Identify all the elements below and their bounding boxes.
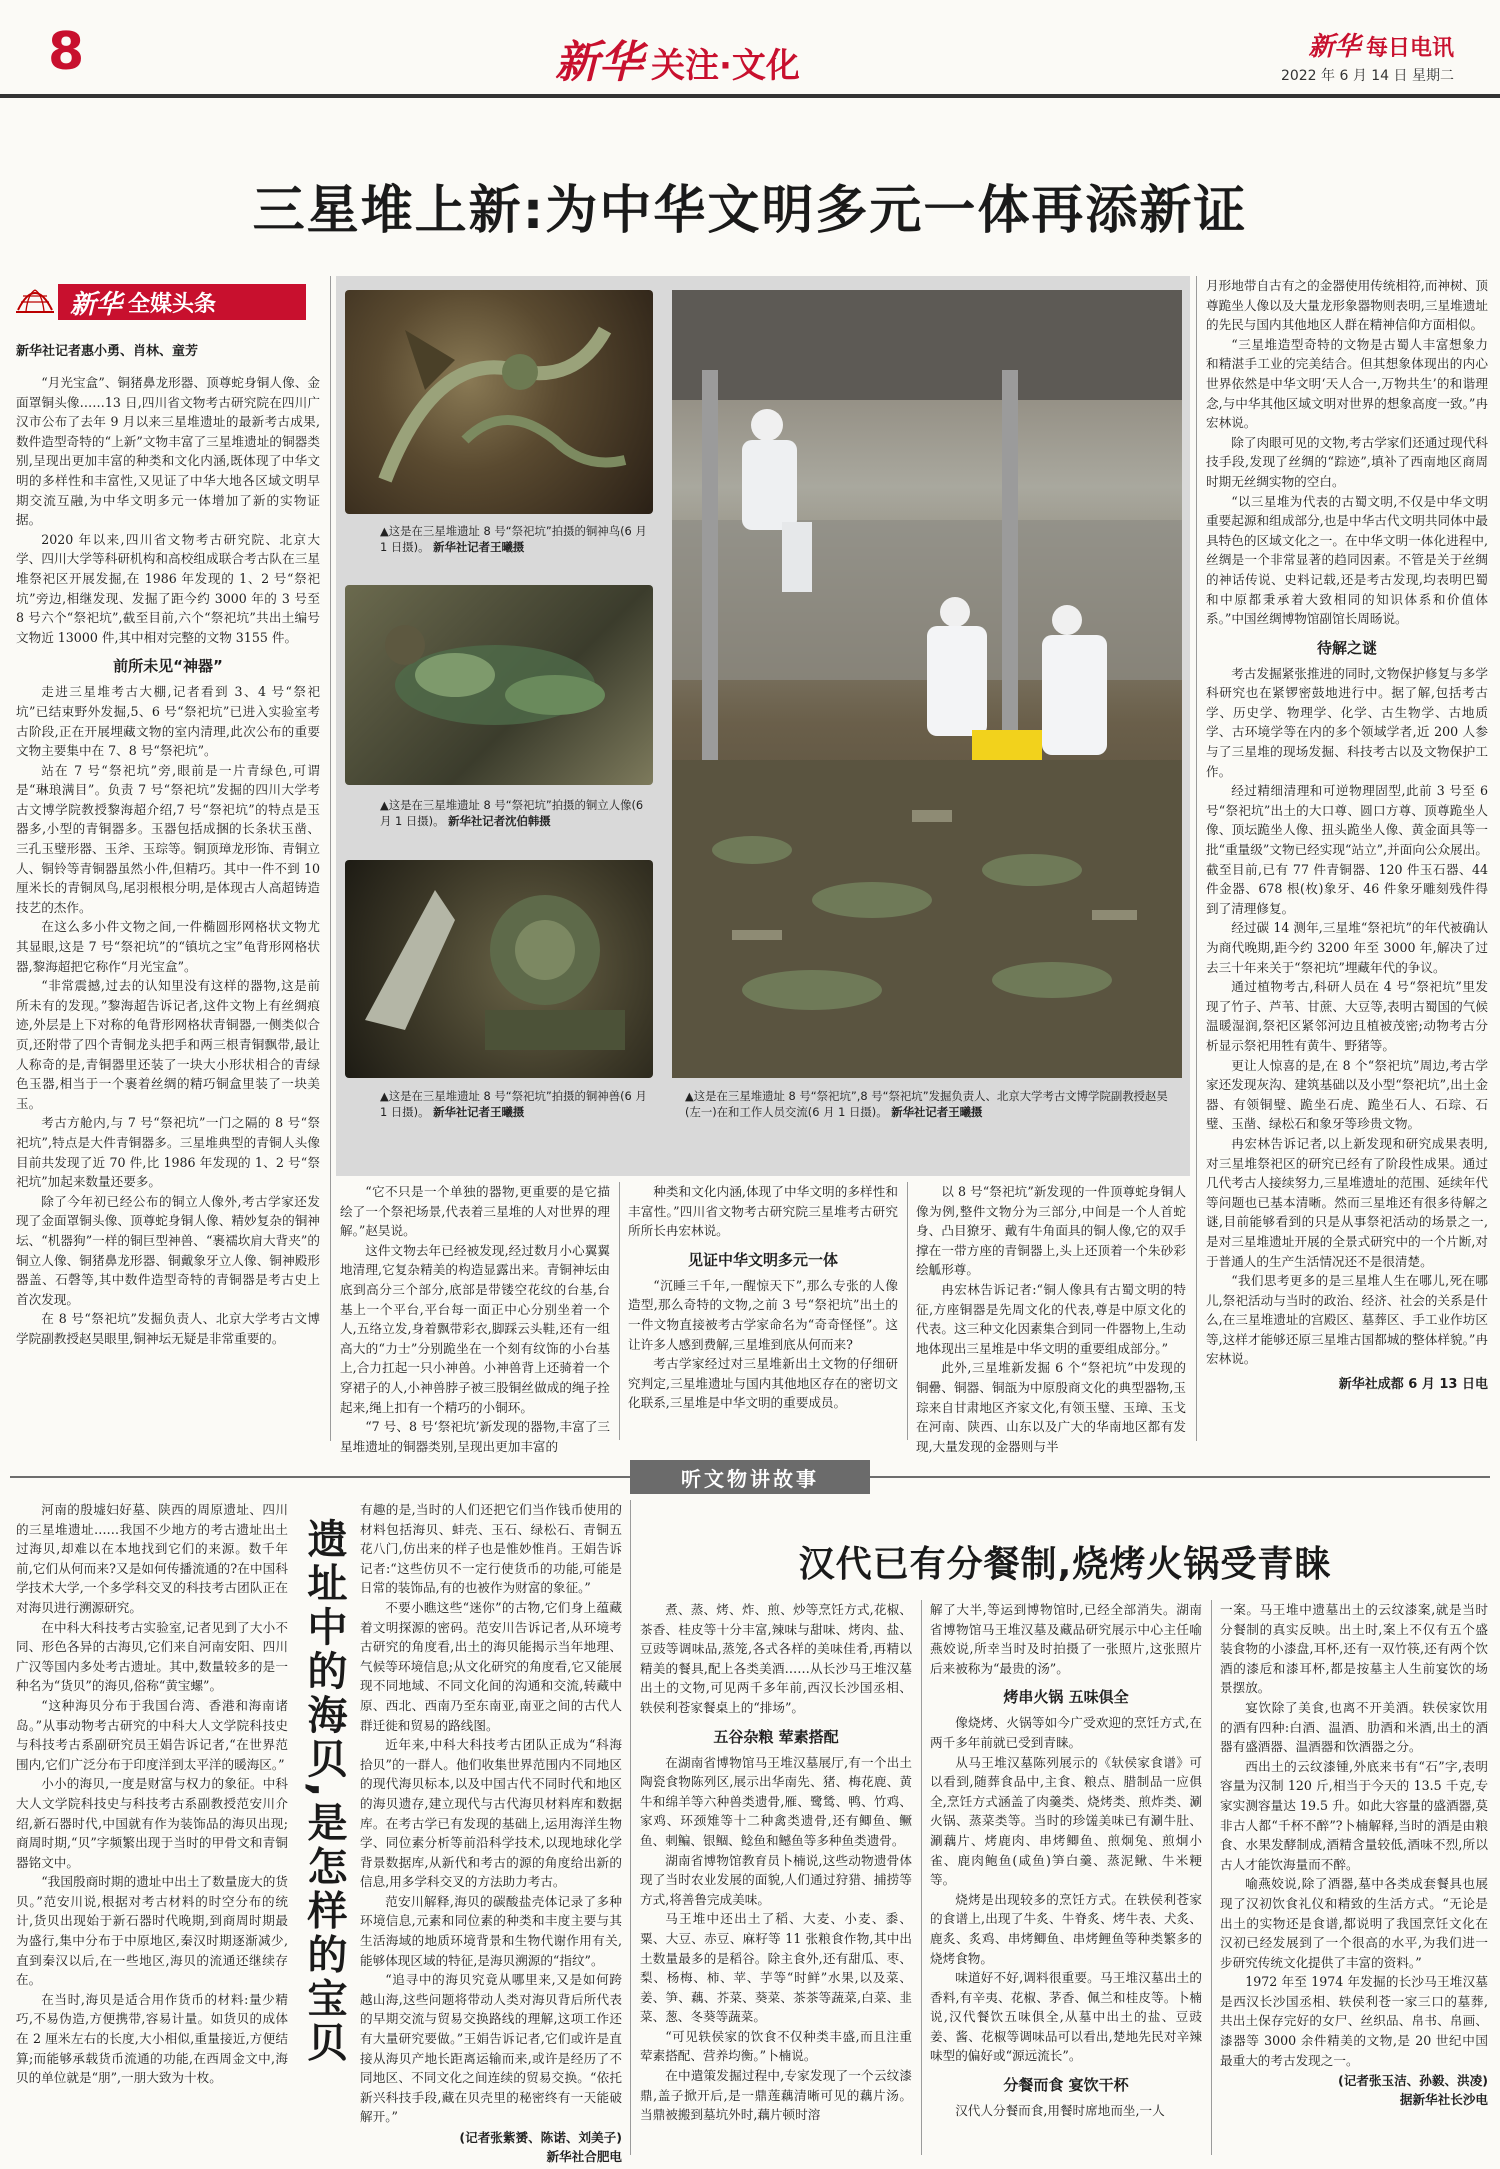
story2-subhead: 烤串火锅 五味俱全	[1003, 1688, 1129, 1707]
story2-para: 汉代人分餐而食,用餐时席地而坐,一人	[955, 2103, 1165, 2119]
story2-para: 像烧烤、火锅等如今广受欢迎的烹饪方式,在两千多年前就已受到青睐。	[930, 1715, 1202, 1750]
story1-column-b	[360, 1500, 622, 2164]
lead-column	[16, 340, 320, 1435]
photo-caption	[685, 1088, 1177, 1120]
section-brand-logo	[555, 26, 800, 88]
badge-label-box	[58, 284, 306, 320]
story2-subhead: 五谷杂粮 荤素搭配	[713, 1727, 839, 1746]
story2-para: 喻燕姣说,除了酒器,墓中各类成套餐具也展现了汉初饮食礼仪和精致的生活方式。“无论是出土的实物还是食谱,都说明了我国烹饪文化在汉初已经发展到了一个很高的水平,为我们进一步研究传统文化提供了丰富的资料。”	[1220, 1876, 1488, 1970]
story2-para: 湖南省博物馆教育员卜楠说,这些动物遗骨体现了当时农业发展的面貌,人们通过狩猎、捕捞等方式,将善鲁完成美味。	[640, 1852, 912, 1907]
right-para: “我们思考更多的是三星堆人生在哪儿,死在哪儿,祭祀活动与当时的政治、经济、社会的关系是什么,在三星堆遗址的宫殿区、墓葬区、手工业作坊区等,这样才能够还原三星堆古国都城的整体样貌。”冉宏林说。	[1206, 1273, 1488, 1367]
photo-caption	[380, 797, 652, 829]
lead-subhead: 前所未见“神器”	[113, 657, 223, 676]
right-para: “以三星堆为代表的古蜀文明,不仅是中华文明重要起源和组成部分,也是中华古代文明共同体中最具特色的区域文化之一。在中华文明一体化进程中,丝绸是一个非常显著的趋同因素。不管是关于丝绸的神话传说、史料记载,还是考古发现,均表明巴蜀和中原都秉承着大致相同的知识体系和价值体系。”中国丝绸博物馆副馆长周旸说。	[1206, 493, 1488, 627]
story1-para: 不要小瞧这些“迷你”的古物,它们身上蕴藏着文明探源的密码。范安川告诉记者,从环境考古研究的角度看,出土的海贝能揭示当年地理、气候等环境信息;从文化研究的角度看,它又能展现不同地域、不同文化间的沟通和交流,转藏中原、西北、西南乃至东南亚,南亚之间的古代人群迁徙和贸易的路线图。	[360, 1599, 622, 1733]
story1-para: “追寻中的海贝究竟从哪里来,又是如何跨越山海,这些问题将带动人类对海贝背后所代表的早期交流与贸易交换路线的理解,这项工作还有大量研究要做。”王娟告诉记者,它们或许是直接从海贝产地长距离运输而来,或许是经历了不同地区、不同文化之间连续的贸易交换。“依托新兴科技手段,藏在贝壳里的秘密终有一天能破解开。”	[360, 1972, 622, 2125]
middle-para: 这件文物去年已经被发现,经过数月小心翼翼地清理,它复杂精美的构造显露出来。青铜神坛由底到高分三个部分,底部是带镂空花纹的台基,台基上一个平台,平台每一面正中心分别坐着一个人,五络立发,身着飘带彩衣,脚踩云头鞋,还有一组高大的“力士”分别跪坐在一个刻有纹饰的小台基上,合力扛起一只小神兽。小神兽背上还骑着一个穿裙子的人,小神兽脖子被三股铜丝做成的绳子拴起来,绳上扣有一个精巧的小铜环。	[340, 1242, 610, 1415]
photo-credit: 新华社记者王曦摄	[433, 1105, 525, 1119]
story2-title: 汉代已有分餐制,烧烤火锅受青睐	[798, 1544, 1332, 1585]
story2-para: 在湖南省博物馆马王堆汉墓展厅,有一个出土陶瓷食物陈列区,展示出华南先、猪、梅花鹿、黄牛和绵羊等六种兽类遗骨,雁、鹭鸶、鸭、竹鸡、家鸡、环颈雉等十二种禽类遗骨,还有鲫鱼、鳜鱼、刺鳊、银鲴、鲶鱼和鳡鱼等多种鱼类遗骨。	[640, 1754, 912, 1848]
right-para: 经过碳 14 测年,三星堆“祭祀坑”的年代被确认为商代晚期,距今约 3200 年至 3000 年,解决了过去三十年来关于“祭祀坑”埋藏年代的争议。	[1206, 920, 1488, 975]
story1-para: 在当时,海贝是适合用作货币的材料:量少精巧,不易伪造,方便携带,容易计量。如货贝的成体在 2 厘米左右的长度,大小相似,重量接近,方便结算;而能够承载货币流通的功能,在西周金文中,海贝的单位就是“朋”,一朋大致为十枚。	[16, 1991, 288, 2086]
paper-masthead	[1281, 26, 1454, 85]
photo-credit: 新华社记者沈伯韩摄	[448, 814, 551, 828]
photo-caption	[380, 523, 652, 555]
story2-subhead: 分餐而食 宴饮干杯	[1003, 2076, 1129, 2095]
story2-para: 从马王堆汉墓陈列展示的《轪侯家食谱》可以看到,随葬食品中,主食、粮点、腊制品一应俱全,烹饪方式涵盖了肉羹类、烧烤类、煎炸类、涮火锅、蒸菜类等。当时的珍馐美味已有涮牛肚、涮藕片、烤鹿肉、串烤鲫鱼、煎炯兔、煎炯小雀、鹿肉鲍鱼(咸鱼)笋白羹、蒸泥鳅、牛米粳等。	[930, 1754, 1202, 1888]
story2-para: 煮、蒸、烤、炸、煎、炒等烹饪方式,花椒、茶香、桂皮等十分丰富,辣味与甜味、烤肉、盐、豆豉等调味品,蒸笼,各式各样的美味佳肴,再精以精美的餐具,配上各类美酒……从长沙马王堆汉墓出土的文物,可见两千多年前,西汉长沙国丞相、轶侯利苍家餐桌上的“排场”。	[640, 1602, 912, 1715]
right-dateline: 新华社成都 6 月 13 日电	[1338, 1377, 1488, 1393]
paper-name: 每日电讯	[1365, 36, 1454, 61]
middle-para: 冉宏林告诉记者:“铜人像具有古蜀文明的特征,方座铜器是先周文化的代表,尊是中原文化的代表。这三种文化因素集合到同一件器物上,生动地体现出三星堆是中华文明的重要组成部分。”	[916, 1281, 1186, 1356]
paper-brand: 新华	[1308, 32, 1361, 62]
lead-para: 在这么多小件文物之间,一件椭圆形网格状文物尤其显眼,这是 7 号“祭祀坑”的“镇坑之宝”龟背形网格状器,黎海超把它称作“月光宝盒”。	[16, 919, 320, 974]
right-para: 考古发掘紧张推进的同时,文物保护修复与多学科研究也在紧锣密鼓地进行中。据了解,包括考古学、历史学、物理学、化学、古生物学、古地质学、古环境学等在内的多个领域学者,近 200 人参与了三星堆的现场发掘、科技考古以及文物保护工作。	[1206, 665, 1488, 779]
story2-para: 解了大半,等运到博物馆时,已经全部消失。湖南省博物馆马王堆汉墓及藏品研究展示中心主任喻燕姣说,所幸当时及时拍摄了一张照片,这张照片后来被称为“最贵的汤”。	[930, 1602, 1202, 1676]
page-number: 8	[48, 22, 85, 82]
middle-para: “沉睡三千年,一醒惊天下”,那么专张的人像造型,那么奇特的文物,之前 3 号“祭祀坑”出土的一件文物直接被考古学家命名为“奇奇怪怪”。这让许多人感到费解,三星堆到底从何而来?	[628, 1277, 898, 1352]
lead-para: 站在 7 号“祭祀坑”旁,眼前是一片青绿色,可谓是“琳琅满目”。负责 7 号“祭祀坑”发掘的四川大学考古文博学院教授黎海超介绍,7 号“祭祀坑”的特点是玉器多,小型的青铜器多。玉器包括成捆的长条状玉凿、三孔玉璧形器、玉斧、玉琮等。铜顶璋龙形饰、青铜立人、铜铃等青铜器虽然小件,但精巧。其中一件不到 10 厘米长的青铜凤鸟,尾羽根根分明,是体现古人高超铸造技艺的杰作。	[16, 762, 320, 915]
photo-excavation-site	[672, 290, 1182, 1078]
section-title: 关注·文化	[651, 46, 800, 86]
issue-date: 2022 年 6 月 14 日 星期二	[1280, 68, 1454, 84]
badge-label: 全媒头条	[128, 291, 217, 317]
headline-badge	[14, 282, 324, 322]
badge-brand: 新华	[70, 289, 123, 320]
lead-para: “非常震撼,过去的认知里没有这样的器物,这是前所未有的发现。”黎海超告诉记者,这件文物上有丝绸痕迹,外层是上下对称的龟背形网格状青铜器,一侧类似合页,还附带了四个青铜龙头把手和两三根青铜飘带,最让人称奇的是,青铜器里还装了一块大小形状相合的青绿色玉器,相当于一个裹着丝绸的精巧铜盒里装了一块美玉。	[16, 978, 320, 1111]
story2-para: 一案。马王堆中遗墓出土的云纹漆案,就是当时分餐制的真实反映。出土时,案上不仅有五个盛装食物的小漆盘,耳杯,还有一双竹筷,还有两个饮酒的漆卮和漆耳杯,都是按墓主人生前宴饮的场景摆放。	[1220, 1602, 1488, 1696]
header-rule	[0, 94, 1500, 98]
main-headline: 三星堆上新:为中华文明多元一体再添新证	[252, 181, 1248, 241]
middle-column-c	[916, 1182, 1186, 1454]
column-divider	[630, 1500, 631, 2155]
lead-para: 走进三星堆考古大棚,记者看到 3、4 号“祭祀坑”已结束野外发掘,5、6 号“祭祀坑”已进入实验室考古阶段,正在开展埋藏文物的室内清理,此次公布的重要文物主要集中在 7、8 号“祭祀坑”。	[16, 684, 320, 759]
photo-caption	[380, 1088, 652, 1120]
story2-byline: (记者张玉洁、孙毅、洪凌)	[1337, 2073, 1488, 2089]
story2-dateline: 据新华社长沙电	[1399, 2092, 1488, 2108]
column-divider	[1196, 276, 1197, 1441]
caption-text: ▲这是在三星堆遗址 8 号“祭祀坑”拍摄的铜神鸟(6 月 1 日摄)。	[380, 524, 647, 554]
middle-column-a	[340, 1182, 610, 1454]
story2-para: 烧烤是出现较多的烹饪方式。在轶侯利苍家的食谱上,出现了牛炙、牛脊炙、烤牛表、犬炙、鹿炙、炙鸡、串烤鲫鱼、串烤鲤鱼等种类繁多的烧烤食物。	[930, 1891, 1202, 1966]
middle-para: 此外,三星堆新发掘 6 个“祭祀坑”中发现的铜罍、铜器、铜瓿为中原殷商文化的典型器物,玉琮来自甘肃地区齐家文化,有领玉璧、玉璋、玉戈在河南、陕西、山东以及广大的华南地区都有发现,大量发现的金器则与半	[916, 1360, 1186, 1454]
story2-column-c	[1220, 1600, 1488, 2155]
middle-para: 以 8 号“祭祀坑”新发现的一件顶尊蛇身铜人像为例,整件文物分为三部分,中间是一个人首蛇身、凸目獠牙、戴有牛角面具的铜人像,它的双手撑在一带方座的青铜器上,头上还顶着一个朱砂彩绘觚形尊。	[916, 1184, 1186, 1278]
lead-para: 除了今年初已经公布的铜立人像外,考古学家还发现了金面罩铜头像、顶尊蛇身铜人像、精妙复杂的铜神坛、“机器狗”一样的铜巨型神兽、“裹襦坎肩大背夹”的铜立人像、铜猪鼻龙形器、铜戴象牙立人像、铜神殿形器盖、石磬等,其中数件造型奇特的青铜器是考古史上首次发现。	[16, 1193, 320, 1307]
story2-column-b	[930, 1600, 1202, 2155]
lead-para: 2020 年以来,四川省文物考古研究院、北京大学、四川大学等科研机构和高校组成联合考古队在三星堆祭祀区开展发掘,在 1986 年发现的 1、2 号“祭祀坑”旁边,相继发现、发掘了距今约 3000 年的 3 号至 8 号六个“祭祀坑”,截至目前,六个“祭祀坑”共出土编号文物近 13000 件,其中相对完整的文物 3155 件。	[16, 531, 320, 645]
middle-column-b	[628, 1182, 898, 1440]
story1-para: “我国殷商时期的遗址中出土了数量庞大的货贝。”范安川说,根据对考古材料的时空分布的统计,货贝出现始于新石器时代晚期,到商周时期最为盛行,集中分布于中原地区,秦汉时期逐渐减少,直到秦汉以后,在一些地区,海贝的流通还继续存在。	[16, 1874, 288, 1988]
lower-section-banner	[630, 1460, 870, 1494]
story1-para: “这种海贝分布于我国台湾、香港和海南诸岛。”从事动物考古研究的中科大人文学院科技史与科技考古系副研究员王娟告诉记者,“在世界范围内,它们广泛分布于印度洋到太平洋的暖海区。”	[16, 1697, 288, 1772]
story2-para: 宴饮除了美食,也离不开美酒。轶侯家饮用的酒有四种:白酒、温酒、肋酒和米酒,出土的酒器有盛酒器、温酒器和饮酒器之分。	[1220, 1699, 1488, 1755]
caption-text: ▲这是在三星堆遗址 8 号“祭祀坑”拍摄的铜神兽(6 月 1 日摄)。	[380, 1089, 647, 1119]
column-divider	[921, 1600, 922, 2155]
middle-para: “7 号、8 号‘祭祀坑’新发现的器物,丰富了三星堆遗址的铜器类别,呈现出更加丰富的	[340, 1419, 610, 1454]
right-para: 更让人惊喜的是,在 8 个“祭祀坑”周边,考古学家还发现灰沟、建筑基础以及小型“祭祀坑”,出土金器、有领铜璧、跪坐石虎、跪坐石人、石琮、石璧、玉凿、绿松石和象牙等珍贵文物。	[1206, 1057, 1488, 1132]
story2-para: 马王堆中还出土了稻、大麦、小麦、黍、粟、大豆、赤豆、麻籽等 11 张粮食作物,其中出土数量最多的是稻谷。除主食外,还有甜瓜、枣、梨、杨梅、柿、苹、芋等“时鲜”水果,以及菜、姜、笋、藕、芥菜、葵菜、茶茶等蔬菜,白菜、韭菜、葱、冬葵等蔬菜。	[640, 1911, 912, 2025]
story1-title: 遗址中的海贝,是怎样的宝贝	[301, 1518, 347, 2066]
story1-para: 在中科大科技考古实验室,记者见到了大小不同、形色各异的古海贝,它们来自河南安阳、四川广汉等国内多处考古遗址。其中,数量较多的是一种名为“货贝”的海贝,俗称“黄宝螺”。	[16, 1619, 288, 1694]
lower-banner-label: 听文物讲故事	[681, 1466, 819, 1491]
story2-para: 西出土的云纹漆锺,外底来书有“石”字,表明容量为汉制 120 斤,相当于今天的 13.5 千克,专家实测容量达 19.5 升。如此大容量的盛酒器,莫非古人都“千杯不醉”?卜楠解释,当时的酒是由粮食、水果发酵制成,酒精含量较低,酒味不烈,所以古人才能饮海量而不醉。	[1220, 1758, 1488, 1872]
column-divider	[619, 1182, 620, 1440]
lead-para: “月光宝盒”、铜猪鼻龙形器、顶尊蛇身铜人像、金面罩铜头像……13 日,四川省文物考古研究院在四川广汉市公布了去年 9 月以来三星堆遗址的最新考古成果,数件造型奇特的“上新”文物丰富了三星堆遗址的铜器类别,呈现出更加丰富的种类和文化内涵,既体现了中华文明的多样性和丰富性,又见证了中华大地各区域文明早期交流互融,为中华文明多元一体增加了新的实物证据。	[16, 375, 320, 528]
column-divider	[1211, 1600, 1212, 2155]
lead-para: 考古方舱内,与 7 号“祭祀坑”一门之隔的 8 号“祭祀坑”,特点是大件青铜器多。三星堆典型的青铜人头像目前共发现了近 70 件,比 1986 年发现的 1、2 号“祭祀坑”加起来数量还要多。	[16, 1115, 320, 1190]
right-para: 经过精细清理和可逆物理固型,此前 3 号至 6 号“祭祀坑”出土的大口尊、圆口方尊、顶尊跪坐人像、顶坛跪坐人像、扭头跪坐人像、黄金面具等一批“重量级”文物已经实现“站立”,并面向公众展出。截至目前,已有 77 件青铜器、120 件玉石器、44 件金器、678 根(枚)象牙、46 件象牙雕刻残件得到了清理修复。	[1206, 783, 1488, 916]
column-divider	[907, 1182, 908, 1440]
photo-bronze-bird	[345, 290, 653, 514]
brand-logo-text: 新华	[555, 37, 643, 88]
right-para: 冉宏林告诉记者,以上新发现和研究成果表明,对三星堆祭祀区的研究已经有了阶段性成果。通过几代考古人接续努力,三星堆遗址的范围、延续年代等问题也已基本清晰。然而三星堆还有很多待解之谜,目前能够看到的只是从事祭祀活动的场景之一,是对三星堆遗址开展的全景式研究中的一个片断,对于普通人的生产生活情况还不是很清楚。	[1206, 1135, 1488, 1269]
middle-para: “它不只是一个单独的器物,更重要的是它描绘了一个祭祀场景,代表着三星堆的人对世界的理解。”赵昊说。	[340, 1184, 610, 1239]
story1-para: 河南的殷墟妇好墓、陕西的周原遗址、四川的三星堆遗址……我国不少地方的考古遗址出土过海贝,却难以在本地找到它们的来源。数千年前,它们从何而来?又是如何传播流通的?在中国科学技术大学,一个多学科交叉的科技考古团队正在对海贝进行溯源研究。	[16, 1502, 288, 1615]
middle-para: 考古学家经过对三星堆新出土文物的仔细研究判定,三星堆遗址与国内其他地区存在的密切文化联系,三星堆是中华文明的重要成员。	[628, 1356, 898, 1411]
middle-para: 种类和文化内涵,体现了中华文明的多样性和丰富性。”四川省文物考古研究院三星堆考古研究所所长冉宏林说。	[628, 1184, 898, 1239]
story1-column-a	[16, 1500, 288, 2155]
lead-para: 在 8 号“祭祀坑”发掘负责人、北京大学考古文博学院副教授赵昊眼里,铜神坛无疑是非常重要的。	[16, 1311, 320, 1346]
globe-icon	[14, 282, 56, 322]
story1-dateline: 新华社合肥电	[546, 2149, 622, 2164]
story2-para: 在中遣策发掘过程中,专家发现了一个云纹漆鼎,盖子掀开后,是一鼎莲藕清晰可见的藕片汤。当鼎被搬到墓坑外时,藕片顿时溶	[640, 2068, 912, 2123]
middle-subhead: 见证中华文明多元一体	[687, 1250, 838, 1269]
story1-para: 近年来,中科大科技考古团队正成为“科海拾贝”的一群人。他们收集世界范围内不同地区的现代海贝标本,以及中国古代不同时代和地区的海贝遗存,建立现代与古代海贝材料库和数据库。在考古学已有发现的基础上,运用海洋生物学、同位素分析等前沿科学技术,以现地球化学背景数据库,从新代和考古的源的角度给出新的信息,用多学科交叉的方法助力考古。	[360, 1737, 622, 1890]
story1-para: 有趣的是,当时的人们还把它们当作钱币使用的材料包括海贝、蚌壳、玉石、绿松石、青铜五花八门,仿出来的样子也是惟妙惟肖。王娟告诉记者:“这些仿贝不一定行使货币的功能,可能是日常的装饰品,有的也被作为财富的象征。”	[360, 1502, 622, 1596]
photo-bronze-beast	[345, 860, 653, 1078]
story2-para: “可见轶侯家的饮食不仅种类丰盛,而且注重荤素搭配、营养均衡。”卜楠说。	[640, 2028, 912, 2064]
right-para: 月形地带自古有之的金器使用传统相符,而神树、顶尊跪坐人像以及大量龙形象器物则表明,三星堆遗址的先民与国内其他地区人群在精神信仰方面相似。	[1206, 278, 1488, 333]
column-divider	[330, 276, 331, 1441]
caption-text: ▲这是在三星堆遗址 8 号“祭祀坑”拍摄的铜立人像(6 月 1 日摄)。	[380, 798, 644, 828]
story1-para: 小小的海贝,一度是财富与权力的象征。中科大人文学院科技史与科技考古系副教授范安川介绍,新石器时代,中国就有作为装饰品的海贝出现;商周时期,“贝”字频繁出现于当时的甲骨文和青铜器铭文中。	[16, 1776, 288, 1870]
caption-text: ▲这是在三星堆遗址 8 号“祭祀坑”,8 号“祭祀坑”发掘负责人、北京大学考古文博学院副教授赵昊(左一)在和工作人员交流(6 月 1 日摄)。	[685, 1089, 1168, 1119]
story2-para: 1972 年至 1974 年发掘的长沙马王堆汉墓是西汉长沙国丞相、轶侯利苍一家三口的墓葬,共出土保存完好的女尸、丝织品、帛书、帛画、漆器等 3000 余件精美的文物,是 20 世纪中国最重大的考古发现之一。	[1220, 1974, 1488, 2068]
right-para: “三星堆造型奇特的文物是古蜀人丰富想象力和精湛手工业的完美结合。但其想象体现出的内心世界依然是中华文明‘天人合一,万物共生’的和谐理念,与中华其他区域文明对世界的想象高度一致。”冉宏林说。	[1206, 336, 1488, 431]
right-column	[1206, 276, 1488, 1441]
story1-para: 范安川解释,海贝的碳酸盐壳体记录了多种环境信息,元素和同位素的种类和丰度主要与其生活海域的地质环境背景和生物代谢作用有关,能够体现区域的特征,是海贝溯源的“指纹”。	[360, 1893, 622, 1968]
photo-credit: 新华社记者王曦摄	[433, 540, 525, 554]
right-para: 除了肉眼可见的文物,考古学家们还通过现代科技手段,发现了丝绸的“踪迹”,填补了西南地区商周时期无丝绸实物的空白。	[1206, 434, 1488, 489]
story2-para: 味道好不好,调料很重要。马王堆汉墓出土的香料,有辛夷、花椒、茅香、佩兰和桂皮等。卜楠说,汉代餐饮五味俱全,从墓中出土的盐、豆豉姜、酱、花椒等调味品可以看出,楚地先民对辛辣味型的偏好或“源远流长”。	[930, 1970, 1202, 2064]
lead-byline: 新华社记者惠小勇、肖林、童芳	[16, 344, 199, 359]
story1-byline: (记者张紫赟、陈诺、刘美子)	[459, 2130, 622, 2145]
story2-column-a	[640, 1600, 912, 2155]
photo-bronze-figure	[345, 585, 653, 785]
photo-credit: 新华社记者王曦摄	[891, 1105, 983, 1119]
right-para: 通过植物考古,科研人员在 4 号“祭祀坑”里发现了竹子、芦苇、甘蔗、大豆等,表明古蜀国的气候温暖湿润,祭祀区紧邻河边且植被茂密;动物考古分析显示祭祀用牲有黄牛、野猪等。	[1206, 979, 1488, 1053]
right-subhead: 待解之谜	[1316, 638, 1377, 657]
